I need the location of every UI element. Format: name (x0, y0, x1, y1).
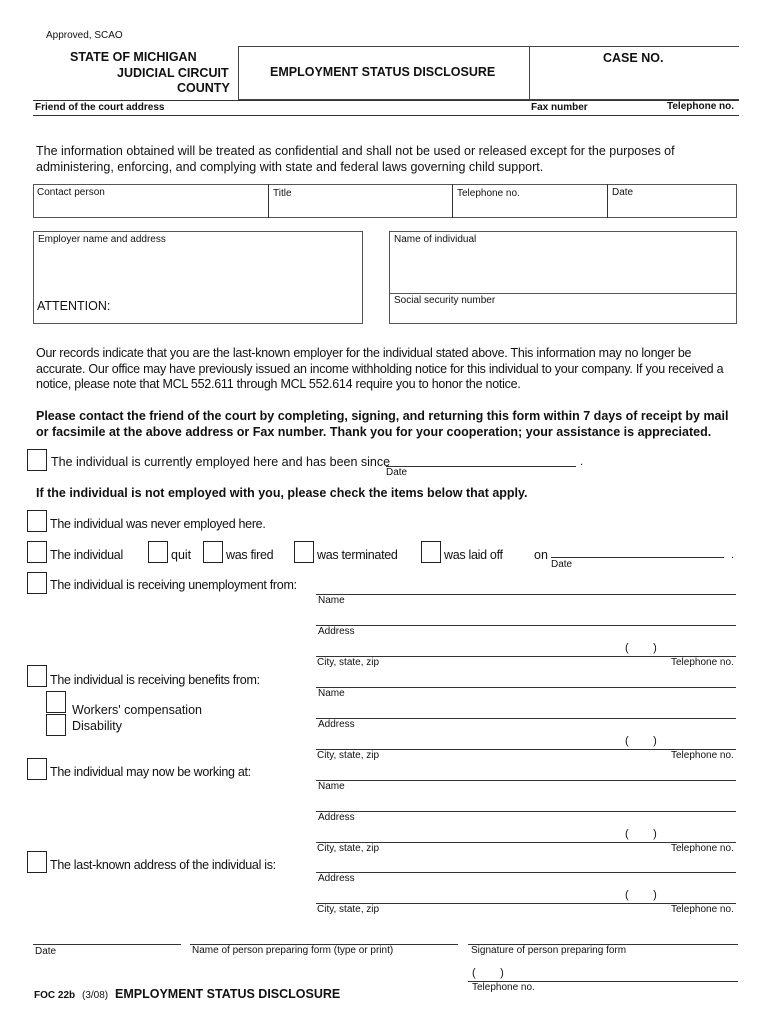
unemployment-text: The individual is receiving unemployment from: (50, 578, 297, 592)
individual-divider (389, 293, 737, 294)
contact-date-field[interactable]: Date (612, 187, 634, 198)
employed-text: The individual is currently employed here and has been since (51, 455, 391, 469)
terminated-label: was terminated (317, 548, 398, 562)
title-field[interactable]: Title (273, 188, 292, 199)
form-title: EMPLOYMENT STATUS DISCLOSURE (270, 65, 496, 79)
working-address-line[interactable] (316, 811, 736, 812)
working-at-text: The individual may now be working at: (50, 765, 251, 779)
unemployment-checkbox[interactable] (27, 572, 47, 594)
benefits-telephone-label: Telephone no. (671, 750, 734, 761)
benefits-name-line[interactable] (316, 687, 736, 688)
contact-person-field[interactable]: Contact person (37, 187, 105, 198)
benefits-text: The individual is receiving benefits from: (50, 673, 260, 687)
laid-off-label: was laid off (444, 548, 503, 562)
disability-label: Disability (72, 719, 123, 733)
individual-separation-checkbox[interactable] (27, 541, 47, 563)
please-contact-text: Please contact the friend of the court by completing, signing, and returning this form within 7 days of receipt by mail or facsimile at the above address or Fax number. Thank you for your cooperation; your assistance is appreciated. (36, 409, 729, 439)
workers-comp-label: Workers' compensation (72, 703, 202, 717)
state-line2: JUDICIAL CIRCUIT (117, 66, 229, 80)
footer-date-label: Date (35, 946, 57, 957)
contact-telephone-field[interactable]: Telephone no. (457, 188, 520, 199)
footer-paren: ( ) (472, 967, 504, 979)
employed-period: . (580, 456, 584, 468)
unemployment-address-line[interactable] (316, 625, 736, 626)
separation-date-label: Date (551, 559, 573, 570)
terminated-checkbox[interactable] (294, 541, 314, 563)
benefits-address-line[interactable] (316, 718, 736, 719)
attention-label: ATTENTION: (37, 299, 111, 313)
employer-label: Employer name and address (38, 234, 166, 245)
on-label: on (534, 548, 548, 562)
confidential-text: The information obtained will be treated as confidential and shall not be used or released except for the purposes of administering, enforcing, and complying with state and federal laws governing child support. (36, 144, 675, 174)
never-employed-checkbox[interactable] (27, 510, 47, 532)
working-name-label: Name (318, 781, 345, 792)
form-number: FOC 22b (34, 990, 76, 1001)
disability-checkbox[interactable] (46, 714, 66, 736)
ssn-label: Social security number (394, 295, 496, 306)
benefits-city-label: City, state, zip (317, 750, 380, 761)
records-text: Our records indicate that you are the last-known employer for the individual stated above. This information may no longer be accurate. Our office may have previously issued an income withholding notice for this individual to your company. If you received a notice, please note that MCL 552.611 through MCL 552.614 require you to honor the notice. (36, 346, 724, 391)
case-no-label: CASE NO. (603, 51, 664, 65)
working-city-label: City, state, zip (317, 843, 380, 854)
address-line (33, 115, 739, 116)
benefits-paren: ( ) (625, 735, 657, 747)
fired-label: was fired (226, 548, 274, 562)
state-line1: STATE OF MICHIGAN (70, 50, 197, 64)
separation-individual-text: The individual (50, 548, 123, 562)
state-line3: COUNTY (177, 81, 230, 95)
foc-address-label: Friend of the court address (35, 102, 165, 113)
last-known-address-line[interactable] (316, 872, 736, 873)
last-known-telephone-label: Telephone no. (671, 904, 734, 915)
working-address-label: Address (318, 812, 355, 823)
footer-form-title: EMPLOYMENT STATUS DISCLOSURE (115, 987, 341, 1001)
individual-name-label: Name of individual (394, 234, 477, 245)
workers-comp-checkbox[interactable] (46, 691, 66, 713)
last-known-checkbox[interactable] (27, 851, 47, 873)
not-employed-heading: If the individual is not employed with you, please check the items below that apply. (36, 486, 528, 500)
separation-date-line[interactable] (551, 557, 724, 558)
separation-period: . (731, 549, 735, 561)
employed-checkbox[interactable] (27, 449, 47, 471)
unemployment-name-line[interactable] (316, 594, 736, 595)
working-telephone-label: Telephone no. (671, 843, 734, 854)
unemployment-name-label: Name (318, 595, 345, 606)
employed-date-label: Date (386, 467, 408, 478)
fax-label: Fax number (531, 102, 588, 113)
signature-label: Signature of person preparing form (471, 945, 627, 956)
working-at-checkbox[interactable] (27, 758, 47, 780)
unemployment-telephone-label: Telephone no. (671, 657, 734, 668)
laid-off-checkbox[interactable] (421, 541, 441, 563)
preparer-name-label: Name of person preparing form (type or print) (192, 945, 394, 956)
footer-date-line[interactable] (33, 944, 181, 945)
working-name-line[interactable] (316, 780, 736, 781)
quit-label: quit (171, 548, 192, 562)
never-employed-text: The individual was never employed here. (50, 517, 266, 531)
last-known-address-label: Address (318, 873, 355, 884)
contact-divider-1 (268, 184, 269, 218)
contact-divider-3 (607, 184, 608, 218)
employed-date-line[interactable] (386, 466, 576, 467)
approved-text: Approved, SCAO (46, 30, 123, 41)
last-known-text: The last-known address of the individual is: (50, 858, 276, 872)
unemployment-paren: ( ) (625, 642, 657, 654)
benefits-address-label: Address (318, 719, 355, 730)
benefits-name-label: Name (318, 688, 345, 699)
quit-checkbox[interactable] (148, 541, 168, 563)
telephone-label: Telephone no. (667, 101, 735, 112)
contact-divider-2 (452, 184, 453, 218)
benefits-checkbox[interactable] (27, 665, 47, 687)
form-revision: (3/08) (82, 990, 109, 1001)
last-known-paren: ( ) (625, 889, 657, 901)
unemployment-address-label: Address (318, 626, 355, 637)
fired-checkbox[interactable] (203, 541, 223, 563)
header-divider (33, 100, 739, 101)
working-paren: ( ) (625, 828, 657, 840)
footer-telephone-label: Telephone no. (472, 982, 535, 993)
last-known-city-label: City, state, zip (317, 904, 380, 915)
unemployment-city-label: City, state, zip (317, 657, 380, 668)
